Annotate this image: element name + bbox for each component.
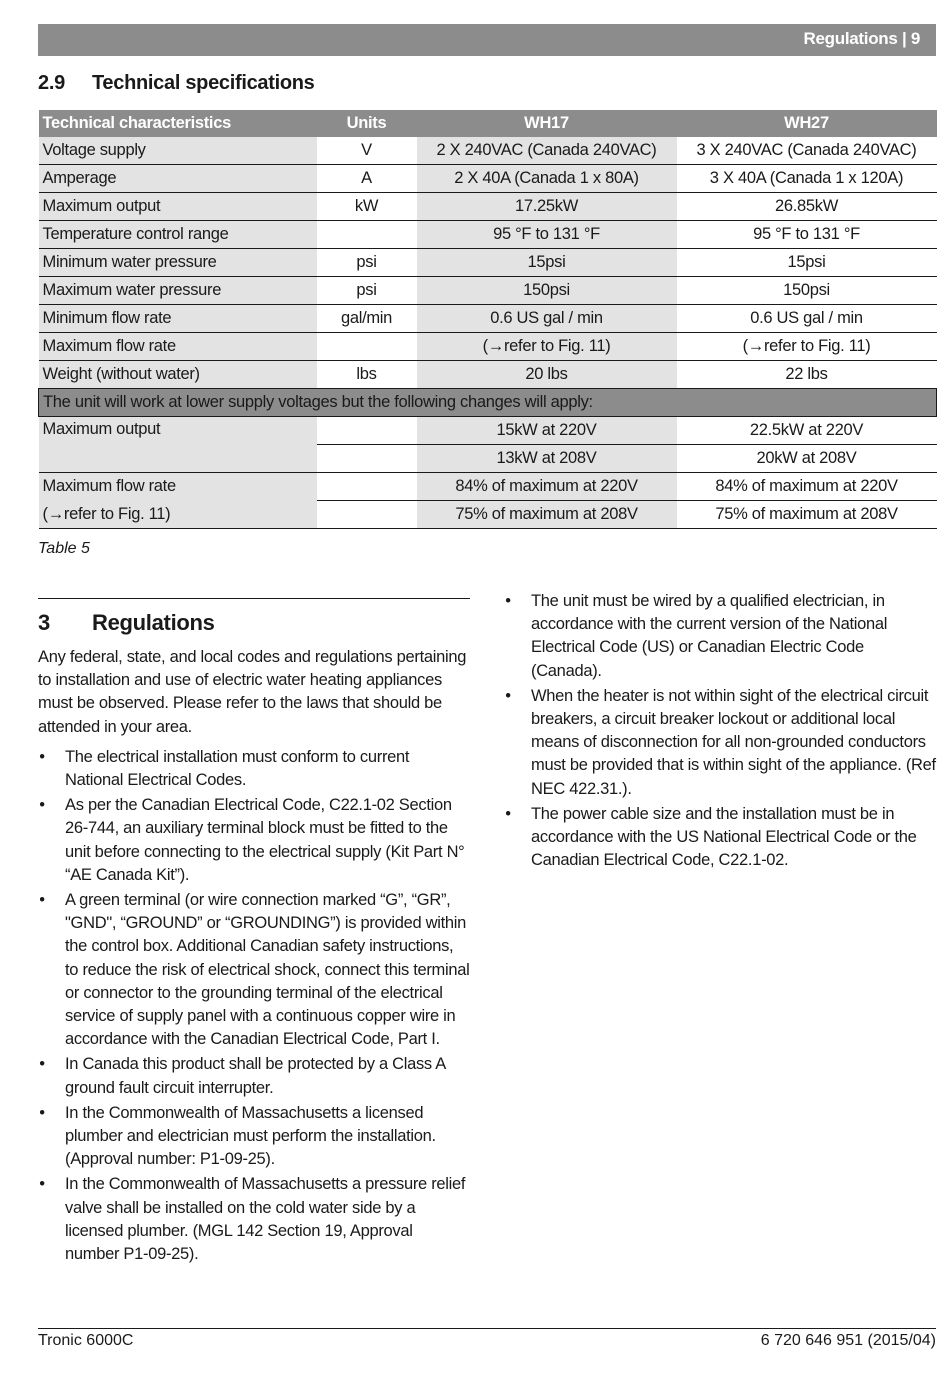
table-row — [39, 249, 937, 277]
table-cell: 84% of maximum at 220V — [677, 473, 937, 501]
list-item — [504, 685, 936, 801]
table-row — [39, 193, 937, 221]
table-cell: 20 lbs — [417, 361, 677, 389]
table-note: The unit will work at lower supply voltages but the following changes will apply: — [39, 389, 937, 417]
section-rule — [38, 598, 470, 599]
table-row — [39, 277, 937, 305]
list-item-text: As per the Canadian Electrical Code, C22.1-02 Section 26-744, an auxiliary terminal block must be fitted to the unit before connecting to the electrical supply (Kit Part N° “AE Canada Kit”). — [65, 796, 465, 884]
list-item — [38, 889, 470, 1051]
section-heading-3 — [38, 610, 215, 636]
list-item — [38, 746, 470, 792]
bullet-list-left — [38, 746, 470, 1266]
table-cell: lbs — [317, 361, 417, 389]
running-title: Regulations | 9 — [803, 29, 920, 48]
table-cell: 75% of maximum at 208V — [417, 501, 677, 529]
table-note-row — [39, 389, 937, 417]
left-column — [38, 646, 470, 1268]
footer-doc-number: 6 720 646 951 (2015/04) — [760, 1332, 936, 1349]
table-cell: Maximum output — [39, 193, 317, 221]
bullet-glyph: • — [39, 796, 45, 815]
table-cell: 26.85kW — [677, 193, 937, 221]
table-cell: 95 °F to 131 °F — [677, 221, 937, 249]
table-cell: 15psi — [677, 249, 937, 277]
table-row — [39, 333, 937, 361]
table-cell: 95 °F to 131 °F — [417, 221, 677, 249]
table-cell: 22.5kW at 220V — [677, 417, 937, 445]
section-number: 2.9 — [38, 72, 65, 94]
table-cell: 150psi — [417, 277, 677, 305]
section-title: Technical specifications — [92, 72, 315, 94]
intro-paragraph: Any federal, state, and local codes and regulations pertaining to installation and use of electric water heating appliances must be observed. Please refer to the laws that should be attended in your area. — [38, 648, 467, 736]
table-cell: 15psi — [417, 249, 677, 277]
column-header: Units — [317, 110, 417, 137]
list-item-text: In the Commonwealth of Massachusetts a licensed plumber and electrician must perform the installation. (Approval number: P1-09-25). — [65, 1103, 436, 1169]
table-header-row — [39, 110, 937, 137]
table-cell — [317, 221, 417, 249]
list-item-text: In the Commonwealth of Massachusetts a pressure relief valve shall be installed on the cold water side by a licensed plumber. (MGL 142 Section 19, Approval number P1-09-25). — [65, 1175, 466, 1264]
table-cell: kW — [317, 193, 417, 221]
table-cell: 20kW at 208V — [677, 445, 937, 473]
table-cell — [317, 473, 417, 501]
table-cell: 84% of maximum at 220V — [417, 473, 677, 501]
bullet-glyph: • — [39, 747, 45, 766]
table-cell: Maximum flow rate — [39, 473, 317, 501]
table-row — [39, 473, 937, 501]
table-cell: Weight (without water) — [39, 361, 317, 389]
table-row — [39, 305, 937, 333]
column-header: WH17 — [417, 110, 677, 137]
column-header: WH27 — [677, 110, 937, 137]
table-cell: psi — [317, 249, 417, 277]
table-cell — [317, 417, 417, 445]
table-cell: 15kW at 220V — [417, 417, 677, 445]
list-item — [504, 803, 936, 873]
table-row — [39, 417, 937, 445]
bullet-glyph: • — [505, 686, 511, 705]
table-cell: (→refer to Fig. 11) — [39, 501, 317, 529]
table-row — [39, 221, 937, 249]
table-cell: Temperature control range — [39, 221, 317, 249]
table-cell: 13kW at 208V — [417, 445, 677, 473]
table-cell: Minimum water pressure — [39, 249, 317, 277]
bullet-glyph: • — [39, 891, 45, 910]
table-cell: 3 X 40A (Canada 1 x 120A) — [677, 165, 937, 193]
section-heading-2-9 — [38, 72, 315, 95]
list-item — [38, 794, 470, 887]
technical-specifications-table — [38, 110, 937, 529]
running-header-bar — [38, 24, 936, 56]
bullet-glyph: • — [39, 1103, 45, 1122]
table-cell — [317, 333, 417, 361]
list-item-text: The electrical installation must conform to current National Electrical Codes. — [65, 747, 410, 790]
table-cell — [317, 445, 417, 473]
section-title: Regulations — [92, 610, 215, 635]
table-cell: Maximum water pressure — [39, 277, 317, 305]
table-cell: gal/min — [317, 305, 417, 333]
list-item-text: The power cable size and the installation must be in accordance with the US National Electrical Code or the Canadian Electrical Code, C22.1-02. — [531, 804, 917, 870]
table-cell: 0.6 US gal / min — [677, 305, 937, 333]
table-row — [39, 137, 937, 165]
table-cell: 150psi — [677, 277, 937, 305]
table-cell: 17.25kW — [417, 193, 677, 221]
table-cell: A — [317, 165, 417, 193]
list-item-text: A green terminal (or wire connection marked “G”, “GR”, "GND", “GROUND” or “GROUNDING”) is provided within the control box. Additional Canadian safety instructions, to reduce the risk of electrical shock, connect this terminal or connector to the grounding terminal of the electrical service of supply panel with a continuous copper wire in accordance with the Canadian Electrical Code, Part I. — [65, 891, 470, 1049]
table-cell: V — [317, 137, 417, 165]
column-header: Technical characteristics — [39, 110, 317, 137]
table-cell: Voltage supply — [39, 137, 317, 165]
table-cell: 3 X 240VAC (Canada 240VAC) — [677, 137, 937, 165]
table-row — [39, 361, 937, 389]
table-cell: (→refer to Fig. 11) — [417, 333, 677, 361]
table-cell: Maximum output — [39, 417, 317, 473]
table-cell: psi — [317, 277, 417, 305]
list-item — [38, 1173, 470, 1266]
table-cell: 75% of maximum at 208V — [677, 501, 937, 529]
bullet-glyph: • — [505, 592, 511, 610]
list-item-text: When the heater is not within sight of the electrical circuit breakers, a circuit breaker lockout or additional local means of disconnection for all non-grounded conductors must be provided that is within sight of the appliance. (Ref NEC 422.31.). — [531, 686, 936, 798]
table-cell: Amperage — [39, 165, 317, 193]
footer-product: Tronic 6000C — [38, 1332, 134, 1349]
list-item-text: The unit must be wired by a qualified electrician, in accordance with the current version of the National Electrical Code (US) or Canadian Electric Code (Canada). — [531, 592, 888, 680]
bullet-glyph: • — [505, 804, 511, 823]
table-cell: (→refer to Fig. 11) — [677, 333, 937, 361]
list-item — [38, 1053, 470, 1099]
bullet-glyph: • — [39, 1175, 45, 1194]
table-cell: 22 lbs — [677, 361, 937, 389]
list-item — [504, 590, 936, 683]
footer-rule — [38, 1328, 936, 1329]
bullet-list-right — [504, 590, 936, 872]
table-cell: Maximum flow rate — [39, 333, 317, 361]
list-item — [38, 1102, 470, 1172]
table-cell: Minimum flow rate — [39, 305, 317, 333]
table-cell: 0.6 US gal / min — [417, 305, 677, 333]
table-cell: 2 X 240VAC (Canada 240VAC) — [417, 137, 677, 165]
table-row — [39, 501, 937, 529]
table-cell: 2 X 40A (Canada 1 x 80A) — [417, 165, 677, 193]
section-number: 3 — [38, 610, 50, 635]
list-item-text: In Canada this product shall be protected by a Class A ground fault circuit interrupter. — [65, 1055, 446, 1097]
table-row — [39, 165, 937, 193]
table-caption: Table 5 — [38, 540, 90, 557]
right-column — [504, 590, 936, 874]
bullet-glyph: • — [39, 1055, 45, 1074]
table-cell — [317, 501, 417, 529]
